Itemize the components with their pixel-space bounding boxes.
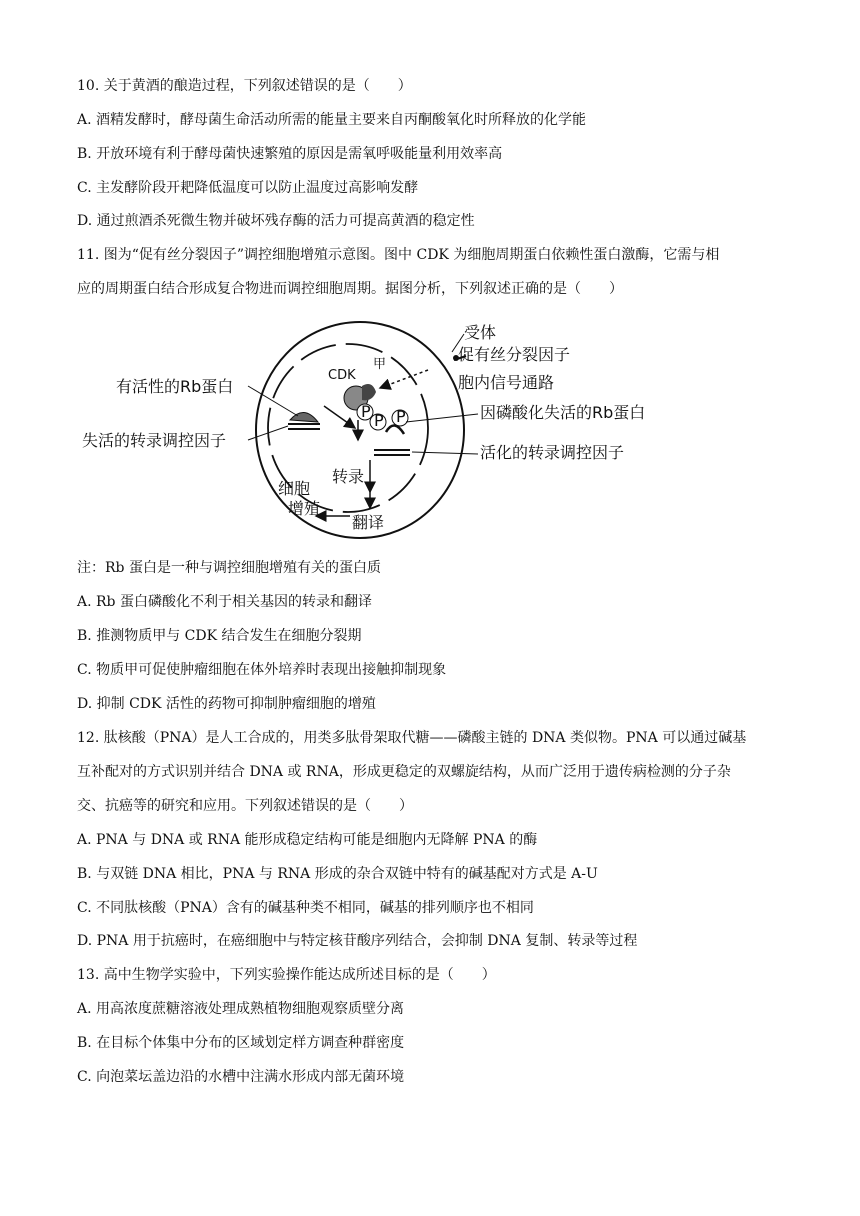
active-rb-label: 有活性的Rb蛋白 (116, 377, 234, 396)
translation-label: 翻译 (352, 513, 385, 532)
cdk-label: CDK (328, 368, 356, 383)
cell-prolif-label-1: 细胞 (278, 479, 311, 498)
q12-option-d: D. PNA 用于抗癌时，在癌细胞中与特定核苷酸序列结合，会抑制 DNA 复制、转录等过程 (77, 933, 638, 949)
q12-option-a: A. PNA 与 DNA 或 RNA 能形成稳定结构可能是细胞内无降解 PNA 的酶 (77, 832, 538, 848)
phospho-p2-label: P (396, 407, 406, 426)
q13-stem: 13. 高中生物学实验中，下列实验操作能达成所述目标的是（ ） (77, 967, 496, 983)
receptor-label: 受体 (464, 323, 497, 342)
q12-stem-line2: 互补配对的方式识别并结合 DNA 或 RNA，形成更稳定的双螺旋结构，从而广泛用于遗传病检测的分子杂 (77, 764, 731, 780)
q13-option-a: A. 用高浓度蔗糖溶液处理成熟植物细胞观察质壁分离 (77, 1001, 405, 1017)
q12-option-b: B. 与双链 DNA 相比，PNA 与 RNA 形成的杂合双链中特有的碱基配对方式是 A-U (77, 866, 598, 882)
phospho-p1-label: P (374, 411, 384, 430)
signal-arrow (380, 370, 428, 388)
q11-note: 注：Rb 蛋白是一种与调控细胞增殖有关的蛋白质 (77, 560, 381, 576)
q13-option-b: B. 在目标个体集中分布的区域划定样方调查种群密度 (77, 1035, 405, 1051)
jia-label: 甲 (373, 357, 387, 372)
signal-pathway-label: 胞内信号通路 (458, 373, 555, 392)
q11-option-c: C. 物质甲可促使肿瘤细胞在体外培养时表现出接触抑制现象 (77, 662, 447, 678)
cdk-p-label: P (361, 402, 371, 421)
q12-stem-line1: 12. 肽核酸（PNA）是人工合成的，用类多肽骨架取代糖——磷酸主链的 DNA 类似物。PNA 可以通过碱基 (77, 730, 747, 746)
cell-proliferation-diagram (80, 316, 660, 544)
leader-phospho-rb (406, 414, 478, 422)
q12-option-c: C. 不同肽核酸（PNA）含有的碱基种类不相同，碱基的排列顺序也不相同 (77, 900, 534, 916)
q10-option-a: A. 酒精发酵时，酵母菌生命活动所需的能量主要来自丙酮酸氧化时所释放的化学能 (77, 112, 587, 128)
phospho-rb-label: 因磷酸化失活的Rb蛋白 (480, 403, 646, 422)
leader-active-tf (412, 452, 478, 454)
q11-option-a: A. Rb 蛋白磷酸化不利于相关基因的转录和翻译 (77, 594, 372, 610)
q10-option-d: D. 通过煎酒杀死微生物并破坏残存酶的活力可提高黄酒的稳定性 (77, 213, 475, 229)
phospho-arrow (324, 406, 355, 428)
q11-stem-line1: 11. 图为“促有丝分裂因子”调控细胞增殖示意图。图中 CDK 为细胞周期蛋白依赖性蛋白激酶，它需与相 (77, 247, 720, 263)
q11-option-b: B. 推测物质甲与 CDK 结合发生在细胞分裂期 (77, 628, 362, 644)
leader-active-rb (248, 386, 298, 416)
q11-stem-line2: 应的周期蛋白结合形成复合物进而调控细胞周期。据图分析，下列叙述正确的是（ ） (77, 281, 623, 297)
q13-option-c: C. 向泡菜坛盖边沿的水槽中注满水形成内部无菌环境 (77, 1069, 405, 1085)
cdk-complex-icon (344, 384, 376, 420)
active-tf-label: 活化的转录调控因子 (480, 443, 625, 462)
q10-option-b: B. 开放环境有利于酵母菌快速繁殖的原因是需氧呼吸能量利用效率高 (77, 146, 503, 162)
q10-stem: 10. 关于黄酒的酿造过程，下列叙述错误的是（ ） (77, 78, 412, 94)
transcription-label: 转录 (332, 467, 365, 486)
q12-stem-line3: 交、抗癌等的研究和应用。下列叙述错误的是（ ） (77, 798, 413, 814)
q10-option-c: C. 主发酵阶段开耙降低温度可以防止温度过高影响发酵 (77, 180, 419, 196)
mitogen-label: 促有丝分裂因子 (458, 345, 571, 364)
inactive-tf-label: 失活的转录调控因子 (82, 431, 227, 450)
cell-prolif-label-2: 增殖 (288, 499, 321, 518)
q11-option-d: D. 抑制 CDK 活性的药物可抑制肿瘤细胞的增殖 (77, 696, 376, 712)
